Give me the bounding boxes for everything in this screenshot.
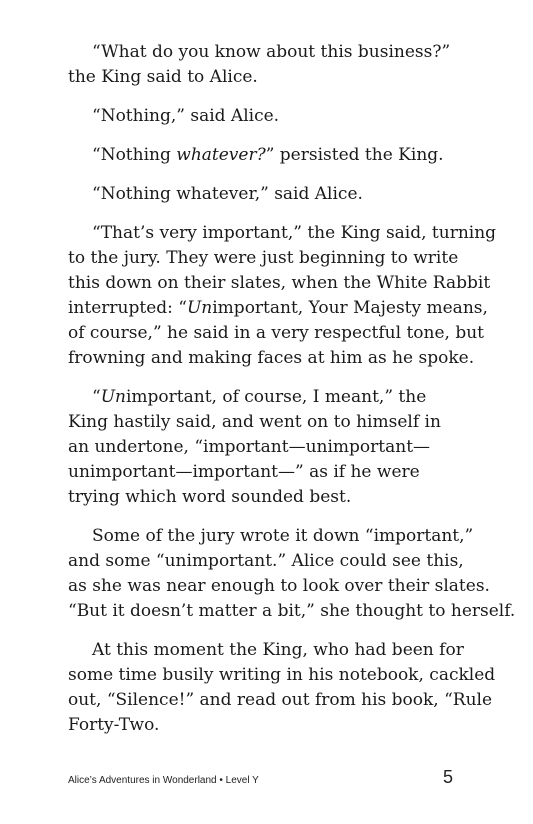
text-run: Forty-Two.: [68, 715, 160, 735]
text-line: [68, 638, 468, 663]
page-number: 5: [442, 767, 453, 787]
text-line: [44, 346, 475, 371]
text-line: [68, 143, 468, 168]
text-run: frowning and making faces at him as he spoke.: [68, 348, 475, 368]
paragraph: [68, 143, 468, 168]
text-line: [44, 246, 468, 271]
text-run: to the jury. They were just beginning to write: [68, 248, 459, 268]
text-run: of course,” he said in a very respectful tone, but: [68, 323, 485, 343]
text-run: trying which word sounded best.: [68, 487, 352, 507]
text-run: ” persisted the King.: [265, 145, 444, 165]
text-run: interrupted: “: [68, 298, 187, 318]
italic-text: whatever?: [176, 145, 266, 165]
italic-text: Un: [186, 298, 213, 318]
text-line: [44, 713, 468, 738]
text-run: some time busily writing in his notebook, cackled: [68, 665, 496, 685]
text-line: [44, 574, 490, 599]
text-line: [44, 460, 468, 485]
text-line: [44, 321, 485, 346]
paragraph: [68, 182, 468, 207]
text-line: [68, 385, 468, 410]
text-run: “What do you know about this business?”: [92, 42, 451, 62]
text-line: [44, 435, 468, 460]
text-line: [68, 40, 468, 65]
text-run: King hastily said, and went on to himself in: [68, 412, 441, 432]
page-body: [68, 40, 516, 752]
text-line: [44, 65, 468, 90]
page-footer: [68, 764, 453, 788]
text-line: [68, 182, 468, 207]
text-line: [44, 549, 468, 574]
text-line: [68, 524, 474, 549]
paragraph: [68, 40, 468, 90]
text-run: “Nothing: [92, 145, 177, 165]
text-run: “Nothing whatever,” said Alice.: [92, 184, 363, 204]
text-run: important, Your Majesty means,: [212, 298, 488, 318]
paragraph: [68, 221, 497, 371]
text-line: [44, 410, 468, 435]
text-line: [68, 221, 497, 246]
paragraph: [68, 104, 468, 129]
text-line: [44, 599, 516, 624]
text-line: [44, 271, 491, 296]
footer-book-title: Alice’s Adventures in Wonderland • Level Y: [68, 775, 259, 786]
text-run: “Nothing,” said Alice.: [92, 106, 280, 126]
text-run: an undertone, “important—unimportant—: [68, 437, 431, 457]
text-run: “But it doesn’t matter a bit,” she thought to herself.: [68, 601, 516, 621]
text-run: important, of course, I meant,” the: [125, 387, 427, 407]
text-run: this down on their slates, when the White Rabbit: [68, 273, 491, 293]
text-run: “That’s very important,” the King said, turning: [92, 223, 497, 243]
text-run: At this moment the King, who had been for: [92, 640, 464, 660]
text-run: as she was near enough to look over their slates.: [68, 576, 490, 596]
text-line: [68, 104, 468, 129]
text-run: the King said to Alice.: [68, 67, 258, 87]
text-run: and some “unimportant.” Alice could see this,: [68, 551, 464, 571]
text-run: out, “Silence!” and read out from his book, “Rule: [68, 690, 493, 710]
text-line: [44, 663, 496, 688]
paragraph: [68, 524, 516, 624]
text-run: Some of the jury wrote it down “important,”: [92, 526, 474, 546]
text-run: unimportant—important—” as if he were: [68, 462, 420, 482]
paragraph: [68, 638, 496, 738]
text-line: [44, 296, 488, 321]
text-line: [44, 688, 493, 713]
italic-text: Un: [100, 387, 126, 407]
paragraph: [68, 385, 468, 510]
text-line: [44, 485, 468, 510]
text-run: “: [92, 387, 101, 407]
